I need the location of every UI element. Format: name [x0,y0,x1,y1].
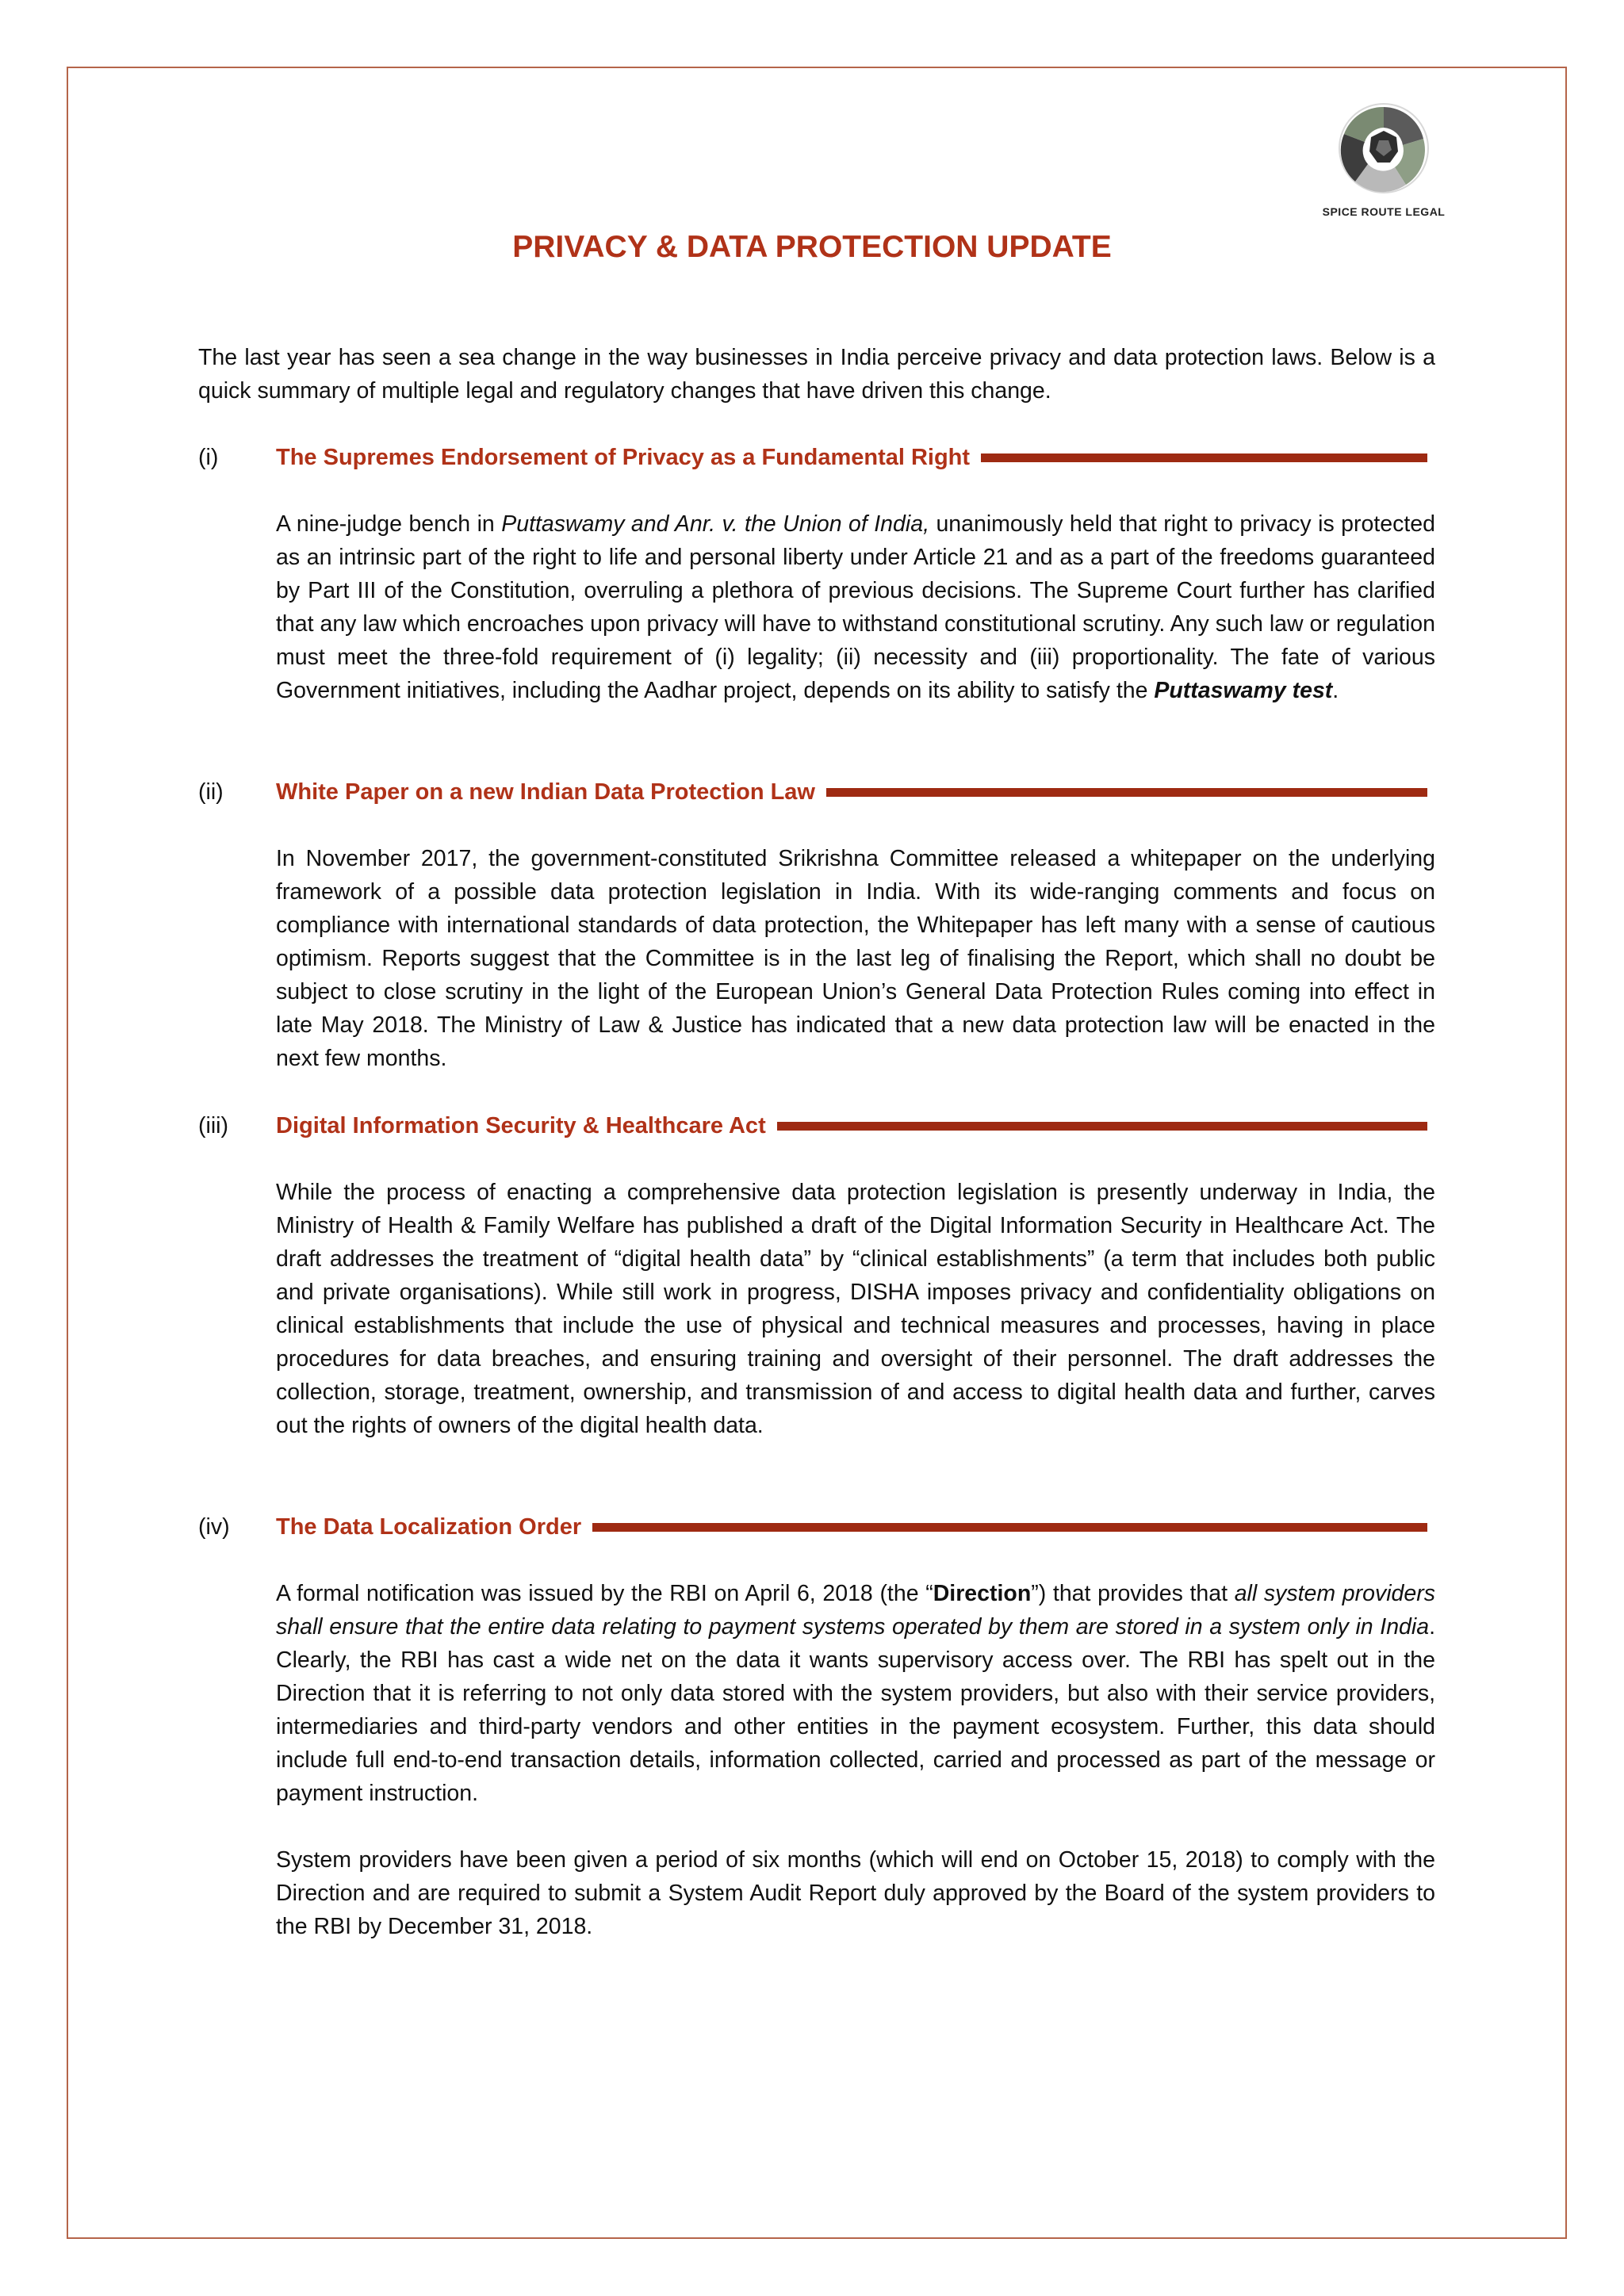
section-title: Digital Information Security & Healthcare Act [276,1112,766,1138]
text-run: A formal notification was issued by the RBI on April 6, 2018 (the “ [276,1581,933,1606]
section-data-localization [198,1510,1435,1943]
section-disha [198,1109,1435,1442]
spice-route-legal-logo [1320,99,1447,226]
section-privacy-fundamental-right [198,441,1435,707]
section-title: The Supremes Endorsement of Privacy as a Fundamental Right [276,444,971,470]
section-number: (iv) [198,1513,230,1540]
section-body [276,1577,1435,1943]
section-body [276,1176,1435,1442]
puttaswamy-test: Puttaswamy test [1154,678,1333,703]
text-run: . [1332,678,1339,703]
section-heading [198,1109,1435,1142]
section-body [276,507,1435,707]
section-heading [198,1510,1435,1544]
section-title: The Data Localization Order [276,1513,582,1540]
paragraph: System providers have been given a period of six months (which will end on October 15, 2018) to comply with the Direction and are required to submit a System Audit Report duly approved by the Board of the system providers to the RBI by December 31, 2018. [276,1847,1435,1939]
intro-paragraph: The last year has seen a sea change in the way businesses in India perceive privacy and data protection laws. Below is a quick summary of multiple legal and regulatory changes that have driven this change. [198,345,1435,404]
text-run: . Clearly, the RBI has cast a wide net on the data it wants supervisory access over. The RBI has spelt out in the Direction that it is referring to not only data stored with the system providers, but also with their service providers, intermediaries and third-party vendors and other entities in the payment ecosystem. Further, this data should include full end-to-end transaction details, information collected, carried and processed as part of the message or payment instruction. [276,1614,1435,1806]
text-run: ”) that provides that [1031,1581,1235,1606]
section-body [276,842,1435,1075]
paragraph [276,507,1435,707]
section-number: (ii) [198,779,224,805]
direction-term: Direction [933,1581,1032,1606]
section-heading [198,441,1435,474]
text-run: A nine-judge bench in [276,511,502,537]
section-title: White Paper on a new Indian Data Protection Law [276,779,815,805]
section-heading [198,775,1435,809]
heading-rule [592,1523,1427,1532]
section-number: (iii) [198,1112,228,1138]
text-run: unanimously held that right to privacy is protected as an intrinsic part of the right to life and personal liberty under Article 21 and as a part of the freedoms guaranteed by Part III of the Constitution, overruling a plethora of previous decisions. The Supreme Court further has clarified that any law which encroaches upon privacy will have to withstand constitutional scrutiny. Any such law or regulation must meet the three-fold requirement of (i) legality; (ii) necessity and (iii) proportionality. The fate of various Government initiatives, including the Aadhar project, depends on its ability to satisfy the [276,511,1435,703]
logo-icon [1320,99,1447,202]
paragraph: In November 2017, the government-constituted Srikrishna Committee released a whitepaper on the underlying framework of a possible data protection legislation in India. With its wide-ranging comments and focus on compliance with international standards of data protection, the Whitepaper has left many with a sense of cautious optimism. Reports suggest that the Committee is in the last leg of finalising the Report, which shall no doubt be subject to close scrutiny in the light of the European Union’s General Data Protection Rules coming into effect in late May 2018. The Ministry of Law & Justice has indicated that a new data protection law will be enacted in the next few months. [276,846,1435,1071]
logo-text: SPICE ROUTE LEGAL [1322,205,1446,218]
case-name: Puttaswamy and Anr. v. the Union of India, [501,511,929,537]
paragraph: While the process of enacting a comprehensive data protection legislation is presently underway in India, the Ministry of Health & Family Welfare has published a draft of the Digital Information Security in Healthcare Act. The draft addresses the treatment of “digital health data” by “clinical establishments” (a term that includes both public and private organisations). While still work in progress, DISHA imposes privacy and confidentiality obligations on clinical establishments that include the use of physical and technical measures and processes, having in place procedures for data breaches, and ensuring training and oversight of their personnel. The draft addresses the collection, storage, treatment, ownership, and transmission of and access to digital health data and further, carves out the rights of owners of the digital health data. [276,1180,1435,1438]
section-number: (i) [198,444,219,470]
paragraph [276,1577,1435,1810]
page-title: PRIVACY & DATA PROTECTION UPDATE [512,230,1112,264]
section-white-paper [198,775,1435,1075]
heading-rule [777,1122,1427,1131]
heading-rule [981,453,1427,462]
direction-quote: all system providers shall ensure that the entire data relating to payment systems operated by them are stored in a system only in India [276,1581,1436,1640]
heading-rule [826,788,1427,797]
